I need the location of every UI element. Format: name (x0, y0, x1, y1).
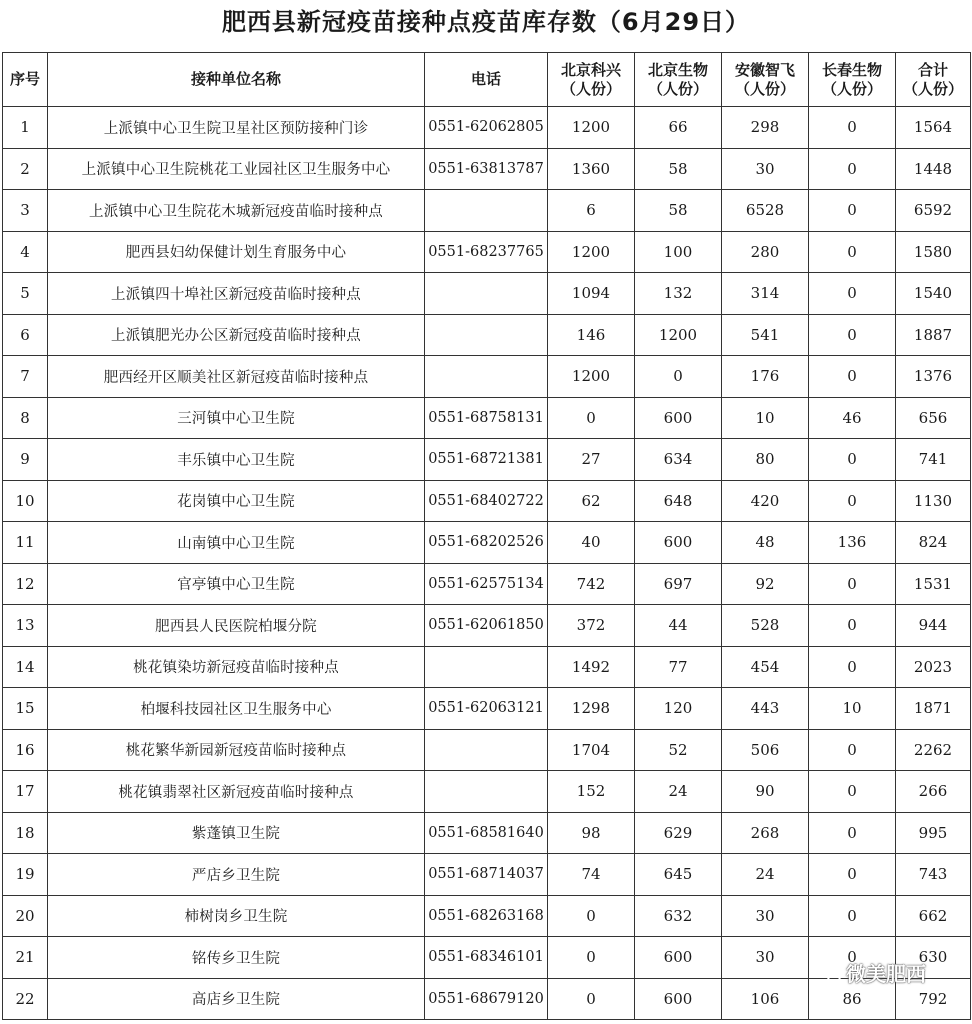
cell-unit-name: 铭传乡卫生院 (48, 937, 425, 979)
cell-zhifei: 268 (722, 812, 809, 854)
header-total-title: 合计 (917, 60, 948, 79)
cell-beijing: 58 (635, 148, 722, 190)
table-row (3, 314, 971, 356)
cell-total: 1564 (896, 107, 971, 149)
cell-kexing: 1200 (548, 107, 635, 149)
cell-total: 1130 (896, 480, 971, 522)
cell-phone (425, 771, 548, 813)
cell-beijing: 600 (635, 522, 722, 564)
cell-zhifei: 506 (722, 729, 809, 771)
cell-kexing: 0 (548, 397, 635, 439)
cell-zhifei: 176 (722, 356, 809, 398)
cell-total: 1376 (896, 356, 971, 398)
cell-kexing: 1704 (548, 729, 635, 771)
cell-no: 22 (3, 978, 48, 1020)
table-row (3, 231, 971, 273)
header-changchun-title: 长春生物 (821, 60, 882, 79)
cell-zhifei: 30 (722, 148, 809, 190)
cell-changchun: 0 (809, 314, 896, 356)
cell-phone: 0551-68346101 (425, 937, 548, 979)
cell-kexing: 40 (548, 522, 635, 564)
cell-phone: 0551-62063121 (425, 688, 548, 730)
cell-total: 944 (896, 605, 971, 647)
header-kexing-unit: （人份） (560, 79, 621, 98)
cell-zhifei: 106 (722, 978, 809, 1020)
header-kexing (548, 53, 635, 107)
table-row (3, 854, 971, 896)
cell-kexing: 6 (548, 190, 635, 232)
cell-no: 9 (3, 439, 48, 481)
cell-total: 1531 (896, 563, 971, 605)
cell-phone: 0551-68237765 (425, 231, 548, 273)
cell-kexing: 146 (548, 314, 635, 356)
cell-unit-name: 上派镇肥光办公区新冠疫苗临时接种点 (48, 314, 425, 356)
cell-unit-name: 上派镇中心卫生院卫星社区预防接种门诊 (48, 107, 425, 149)
cell-beijing: 0 (635, 356, 722, 398)
cell-unit-name: 上派镇中心卫生院桃花工业园社区卫生服务中心 (48, 148, 425, 190)
cell-total: 741 (896, 439, 971, 481)
header-unit-name: 接种单位名称 (48, 53, 425, 107)
cell-kexing: 1200 (548, 231, 635, 273)
cell-total: 656 (896, 397, 971, 439)
cell-unit-name: 桃花镇翡翠社区新冠疫苗临时接种点 (48, 771, 425, 813)
table-row (3, 190, 971, 232)
cell-zhifei: 298 (722, 107, 809, 149)
table-row (3, 397, 971, 439)
table-row (3, 688, 971, 730)
cell-no: 6 (3, 314, 48, 356)
header-total (896, 53, 971, 107)
cell-phone (425, 314, 548, 356)
cell-kexing: 1492 (548, 646, 635, 688)
cell-phone: 0551-62062805 (425, 107, 548, 149)
cell-total: 662 (896, 895, 971, 937)
cell-changchun: 0 (809, 190, 896, 232)
header-total-unit: （人份） (902, 79, 963, 98)
cell-beijing: 58 (635, 190, 722, 232)
cell-changchun: 0 (809, 107, 896, 149)
cell-no: 13 (3, 605, 48, 647)
header-zhifei-title: 安徽智飞 (734, 60, 795, 79)
header-beijing (635, 53, 722, 107)
cell-unit-name: 三河镇中心卫生院 (48, 397, 425, 439)
cell-changchun: 0 (809, 812, 896, 854)
cell-no: 15 (3, 688, 48, 730)
cell-unit-name: 高店乡卫生院 (48, 978, 425, 1020)
table-row (3, 480, 971, 522)
table-row (3, 356, 971, 398)
cell-changchun: 0 (809, 439, 896, 481)
cell-beijing: 697 (635, 563, 722, 605)
cell-beijing: 77 (635, 646, 722, 688)
cell-unit-name: 紫蓬镇卫生院 (48, 812, 425, 854)
cell-kexing: 27 (548, 439, 635, 481)
cell-changchun: 0 (809, 895, 896, 937)
cell-total: 792 (896, 978, 971, 1020)
cell-unit-name: 肥西县人民医院柏堰分院 (48, 605, 425, 647)
table-row (3, 148, 971, 190)
cell-beijing: 100 (635, 231, 722, 273)
cell-total: 1887 (896, 314, 971, 356)
cell-changchun: 0 (809, 480, 896, 522)
header-changchun (809, 53, 896, 107)
cell-changchun: 0 (809, 646, 896, 688)
watermark-text: 微美肥西 (846, 962, 926, 986)
cell-zhifei: 280 (722, 231, 809, 273)
table-header-row (3, 53, 971, 107)
cell-total: 2262 (896, 729, 971, 771)
cell-no: 2 (3, 148, 48, 190)
cell-changchun: 0 (809, 771, 896, 813)
header-beijing-unit: （人份） (647, 79, 708, 98)
cell-zhifei: 80 (722, 439, 809, 481)
cell-phone (425, 273, 548, 315)
cell-no: 10 (3, 480, 48, 522)
header-no: 序号 (3, 53, 48, 107)
cell-no: 1 (3, 107, 48, 149)
cell-zhifei: 30 (722, 895, 809, 937)
cell-total: 743 (896, 854, 971, 896)
vaccine-inventory-table (2, 52, 971, 1020)
cell-zhifei: 30 (722, 937, 809, 979)
cell-no: 11 (3, 522, 48, 564)
cell-total: 630 (896, 937, 971, 979)
cell-changchun: 0 (809, 854, 896, 896)
cell-beijing: 120 (635, 688, 722, 730)
cell-no: 7 (3, 356, 48, 398)
cell-phone: 0551-68679120 (425, 978, 548, 1020)
cell-phone: 0551-68202526 (425, 522, 548, 564)
cell-changchun: 136 (809, 522, 896, 564)
cell-unit-name: 上派镇中心卫生院花木城新冠疫苗临时接种点 (48, 190, 425, 232)
cell-phone: 0551-68758131 (425, 397, 548, 439)
cell-no: 3 (3, 190, 48, 232)
header-changchun-unit: （人份） (821, 79, 882, 98)
header-zhifei-unit: （人份） (734, 79, 795, 98)
header-kexing-title: 北京科兴 (560, 60, 621, 79)
cell-beijing: 24 (635, 771, 722, 813)
table-row (3, 439, 971, 481)
cell-changchun: 0 (809, 937, 896, 979)
cell-phone (425, 356, 548, 398)
cell-no: 5 (3, 273, 48, 315)
cell-phone: 0551-68581640 (425, 812, 548, 854)
cell-no: 17 (3, 771, 48, 813)
watermark (818, 958, 926, 987)
cell-changchun: 10 (809, 688, 896, 730)
table-row (3, 273, 971, 315)
cell-unit-name: 桃花镇染坊新冠疫苗临时接种点 (48, 646, 425, 688)
cell-zhifei: 48 (722, 522, 809, 564)
page-title: 肥西县新冠疫苗接种点疫苗库存数（6月29日） (221, 8, 751, 36)
cell-total: 2023 (896, 646, 971, 688)
cell-total: 824 (896, 522, 971, 564)
cell-zhifei: 6528 (722, 190, 809, 232)
cell-zhifei: 454 (722, 646, 809, 688)
cell-kexing: 0 (548, 895, 635, 937)
cell-unit-name: 上派镇四十埠社区新冠疫苗临时接种点 (48, 273, 425, 315)
cell-zhifei: 443 (722, 688, 809, 730)
cell-changchun: 0 (809, 231, 896, 273)
cell-changchun: 46 (809, 397, 896, 439)
cell-total: 266 (896, 771, 971, 813)
cell-beijing: 66 (635, 107, 722, 149)
table-row (3, 812, 971, 854)
cell-unit-name: 花岗镇中心卫生院 (48, 480, 425, 522)
cell-total: 1448 (896, 148, 971, 190)
cell-beijing: 645 (635, 854, 722, 896)
cell-unit-name: 肥西县妇幼保健计划生育服务中心 (48, 231, 425, 273)
cell-kexing: 0 (548, 937, 635, 979)
header-zhifei (722, 53, 809, 107)
cell-beijing: 600 (635, 937, 722, 979)
cell-kexing: 742 (548, 563, 635, 605)
cell-zhifei: 541 (722, 314, 809, 356)
cell-no: 14 (3, 646, 48, 688)
table-row (3, 563, 971, 605)
cell-no: 19 (3, 854, 48, 896)
cell-phone (425, 646, 548, 688)
cell-no: 8 (3, 397, 48, 439)
cell-beijing: 132 (635, 273, 722, 315)
cell-changchun: 0 (809, 729, 896, 771)
cell-zhifei: 92 (722, 563, 809, 605)
table-row (3, 646, 971, 688)
cell-unit-name: 桃花繁华新园新冠疫苗临时接种点 (48, 729, 425, 771)
cell-unit-name: 丰乐镇中心卫生院 (48, 439, 425, 481)
cell-no: 18 (3, 812, 48, 854)
cell-changchun: 0 (809, 356, 896, 398)
cell-beijing: 629 (635, 812, 722, 854)
cell-phone: 0551-63813787 (425, 148, 548, 190)
cell-unit-name: 严店乡卫生院 (48, 854, 425, 896)
cell-kexing: 74 (548, 854, 635, 896)
cell-kexing: 1200 (548, 356, 635, 398)
cell-no: 16 (3, 729, 48, 771)
cell-unit-name: 山南镇中心卫生院 (48, 522, 425, 564)
cell-kexing: 152 (548, 771, 635, 813)
cell-changchun: 0 (809, 605, 896, 647)
cell-beijing: 634 (635, 439, 722, 481)
cell-kexing: 0 (548, 978, 635, 1020)
cell-kexing: 1094 (548, 273, 635, 315)
cell-zhifei: 528 (722, 605, 809, 647)
cell-zhifei: 314 (722, 273, 809, 315)
cell-phone (425, 729, 548, 771)
table-row (3, 729, 971, 771)
cell-phone: 0551-68402722 (425, 480, 548, 522)
cell-beijing: 1200 (635, 314, 722, 356)
cell-no: 4 (3, 231, 48, 273)
cell-changchun: 0 (809, 563, 896, 605)
cell-changchun: 86 (809, 978, 896, 1020)
cell-total: 1540 (896, 273, 971, 315)
header-phone: 电话 (425, 53, 548, 107)
cell-beijing: 44 (635, 605, 722, 647)
cell-phone: 0551-68714037 (425, 854, 548, 896)
cell-beijing: 600 (635, 397, 722, 439)
table-row (3, 107, 971, 149)
header-beijing-title: 北京生物 (647, 60, 708, 79)
cell-phone: 0551-62575134 (425, 563, 548, 605)
cell-kexing: 1298 (548, 688, 635, 730)
table-row (3, 605, 971, 647)
cell-total: 6592 (896, 190, 971, 232)
cell-total: 1580 (896, 231, 971, 273)
cell-kexing: 98 (548, 812, 635, 854)
cell-changchun: 0 (809, 148, 896, 190)
cell-zhifei: 90 (722, 771, 809, 813)
cell-zhifei: 24 (722, 854, 809, 896)
wechat-icon (818, 962, 842, 984)
cell-beijing: 648 (635, 480, 722, 522)
cell-no: 12 (3, 563, 48, 605)
cell-total: 1871 (896, 688, 971, 730)
cell-zhifei: 10 (722, 397, 809, 439)
cell-total: 995 (896, 812, 971, 854)
cell-unit-name: 官亭镇中心卫生院 (48, 563, 425, 605)
cell-zhifei: 420 (722, 480, 809, 522)
cell-no: 20 (3, 895, 48, 937)
table-body (3, 107, 971, 1020)
cell-phone: 0551-62061850 (425, 605, 548, 647)
cell-unit-name: 肥西经开区顺美社区新冠疫苗临时接种点 (48, 356, 425, 398)
cell-no: 21 (3, 937, 48, 979)
table-row (3, 522, 971, 564)
cell-phone (425, 190, 548, 232)
cell-phone: 0551-68263168 (425, 895, 548, 937)
cell-unit-name: 柿树岗乡卫生院 (48, 895, 425, 937)
cell-kexing: 1360 (548, 148, 635, 190)
cell-changchun: 0 (809, 273, 896, 315)
cell-beijing: 600 (635, 978, 722, 1020)
cell-kexing: 372 (548, 605, 635, 647)
cell-kexing: 62 (548, 480, 635, 522)
cell-unit-name: 柏堰科技园社区卫生服务中心 (48, 688, 425, 730)
cell-beijing: 52 (635, 729, 722, 771)
cell-phone: 0551-68721381 (425, 439, 548, 481)
cell-beijing: 632 (635, 895, 722, 937)
table-row (3, 771, 971, 813)
table-row (3, 895, 971, 937)
